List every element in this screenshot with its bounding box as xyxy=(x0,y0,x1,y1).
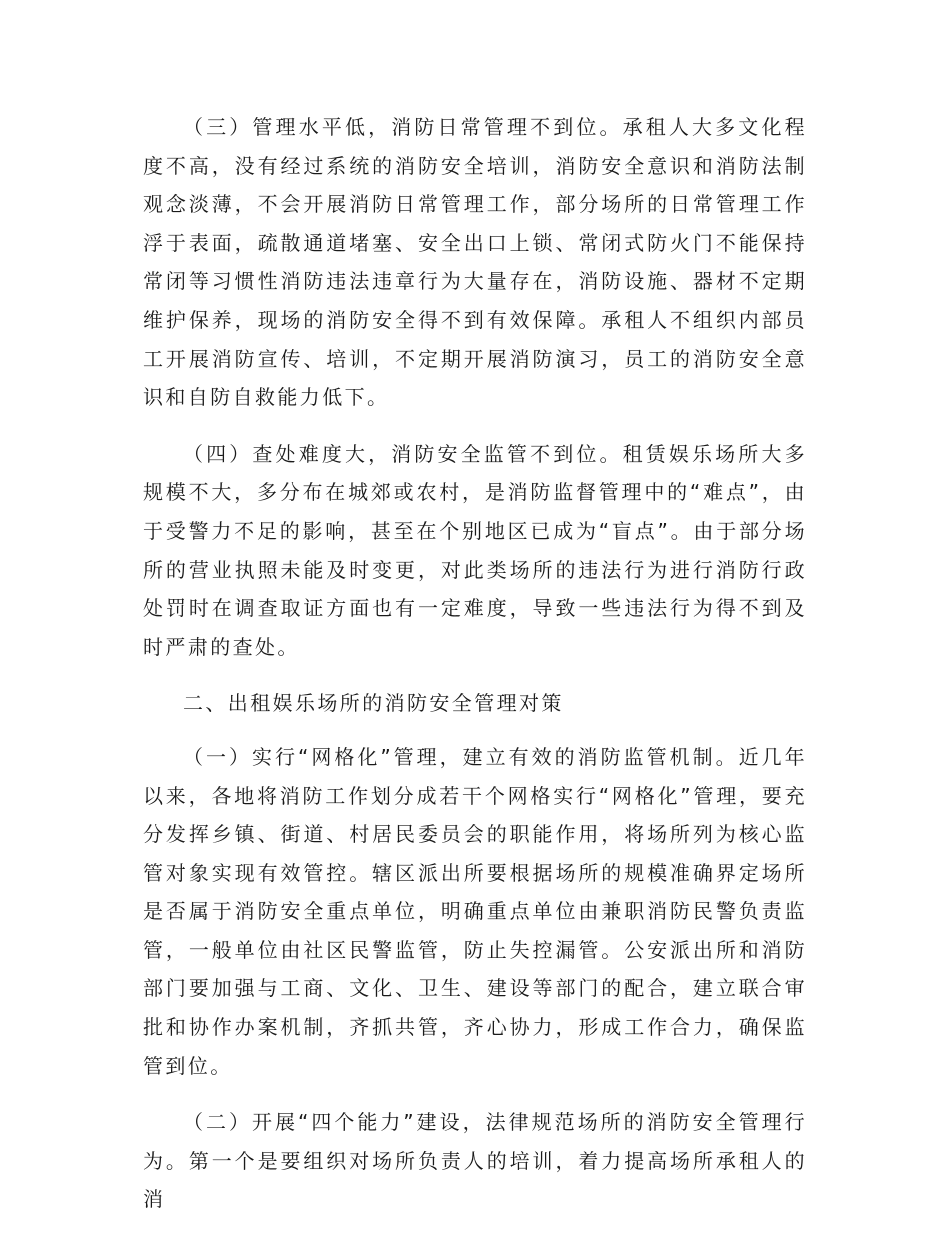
paragraph-section-4: （四）查处难度大，消防安全监管不到位。租赁娱乐场所大多规模不大，多分布在城郊或农村，是消防监督管理中的“难点”，由于受警力不足的影响，甚至在个别地区已成为“盲点”。由于部分场所的营业执照未能及时变更，对此类场所的违法行为进行消防行政处罚时在调查取证方面也有一定难度，导致一些违法行为得不到及时严肃的查处。 xyxy=(143,441,807,659)
section-heading-countermeasures: 二、出租娱乐场所的消防安全管理对策 xyxy=(183,691,564,716)
paragraph-section-3: （三）管理水平低，消防日常管理不到位。承租人大多文化程度不高，没有经过系统的消防安全培训，消防安全意识和消防法制观念淡薄，不会开展消防日常管理工作，部分场所的日常管理工作浮于表面，疏散通道堵塞、安全出口上锁、常闭式防火门不能保持常闭等习惯性消防违法违章行为大量存在，消防设施、器材不定期维护保养，现场的消防安全得不到有效保障。承租人不组织内部员工开展消防宣传、培训，不定期开展消防演习，员工的消防安全意识和自防自救能力低下。 xyxy=(143,115,807,410)
document-page xyxy=(143,108,807,1237)
paragraph-countermeasure-2: （二）开展“四个能力”建设，法律规范场所的消防安全管理行为。第一个是要组织对场所负责人的培训，着力提高场所承租人的消 xyxy=(143,1110,807,1212)
paragraph-countermeasure-1: （一）实行“网格化”管理，建立有效的消防监管机制。近几年以来，各地将消防工作划分成若干个网格实行“网格化”管理，要充分发挥乡镇、街道、村居民委员会的职能作用，将场所列为核心监管对象实现有效管控。辖区派出所要根据场所的规模准确界定场所是否属于消防安全重点单位，明确重点单位由兼职消防民警负责监管，一般单位由社区民警监管，防止失控漏管。公安派出所和消防部门要加强与工商、文化、卫生、建设等部门的配合，建立联合审批和协作办案机制，齐抓共管，齐心协力，形成工作合力，确保监管到位。 xyxy=(143,744,807,1078)
